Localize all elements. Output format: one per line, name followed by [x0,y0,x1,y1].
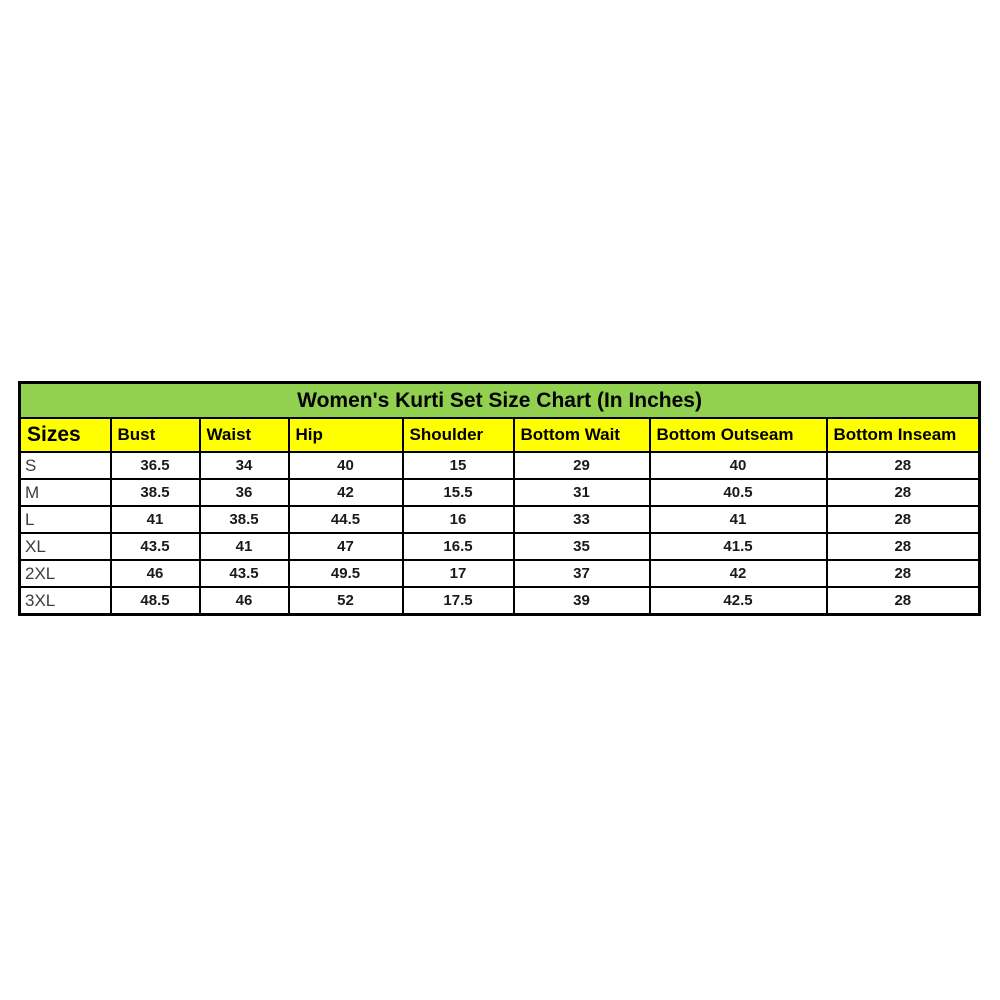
measurement-value: 28 [827,506,980,533]
measurement-value: 46 [111,560,200,587]
measurement-value: 42 [650,560,827,587]
size-label: 2XL [20,560,111,587]
header-row [20,418,980,452]
measurement-value: 40 [650,452,827,479]
table-row-3xl [20,587,980,615]
measurement-value: 28 [827,587,980,615]
column-header-bottom-outseam: Bottom Outseam [650,418,827,452]
table-row-2xl [20,560,980,587]
measurement-value: 28 [827,452,980,479]
column-header-sizes: Sizes [20,418,111,452]
column-header-bottom-inseam: Bottom Inseam [827,418,980,452]
chart-title: Women's Kurti Set Size Chart (In Inches) [20,383,980,419]
measurement-value: 48.5 [111,587,200,615]
size-label: M [20,479,111,506]
column-header-hip: Hip [289,418,403,452]
measurement-value: 29 [514,452,650,479]
measurement-value: 40.5 [650,479,827,506]
table-row-l [20,506,980,533]
measurement-value: 46 [200,587,289,615]
measurement-value: 43.5 [200,560,289,587]
measurement-value: 17.5 [403,587,514,615]
table-row-s [20,452,980,479]
measurement-value: 41 [650,506,827,533]
measurement-value: 37 [514,560,650,587]
measurement-value: 31 [514,479,650,506]
measurement-value: 28 [827,533,980,560]
measurement-value: 38.5 [111,479,200,506]
size-label: L [20,506,111,533]
measurement-value: 42 [289,479,403,506]
size-label: XL [20,533,111,560]
size-label: 3XL [20,587,111,615]
measurement-value: 15 [403,452,514,479]
measurement-value: 41 [111,506,200,533]
measurement-value: 42.5 [650,587,827,615]
measurement-value: 40 [289,452,403,479]
measurement-value: 28 [827,560,980,587]
measurement-value: 41 [200,533,289,560]
measurement-value: 44.5 [289,506,403,533]
measurement-value: 15.5 [403,479,514,506]
column-header-waist: Waist [200,418,289,452]
measurement-value: 41.5 [650,533,827,560]
column-header-shoulder: Shoulder [403,418,514,452]
column-header-bust: Bust [111,418,200,452]
table-row-m [20,479,980,506]
measurement-value: 38.5 [200,506,289,533]
table-row-xl [20,533,980,560]
measurement-value: 39 [514,587,650,615]
measurement-value: 16 [403,506,514,533]
size-label: S [20,452,111,479]
measurement-value: 52 [289,587,403,615]
measurement-value: 49.5 [289,560,403,587]
title-row [20,383,980,419]
column-header-bottom-wait: Bottom Wait [514,418,650,452]
size-chart-table [18,381,981,616]
measurement-value: 17 [403,560,514,587]
measurement-value: 28 [827,479,980,506]
measurement-value: 36.5 [111,452,200,479]
measurement-value: 34 [200,452,289,479]
measurement-value: 33 [514,506,650,533]
measurement-value: 47 [289,533,403,560]
measurement-value: 36 [200,479,289,506]
measurement-value: 43.5 [111,533,200,560]
measurement-value: 16.5 [403,533,514,560]
measurement-value: 35 [514,533,650,560]
